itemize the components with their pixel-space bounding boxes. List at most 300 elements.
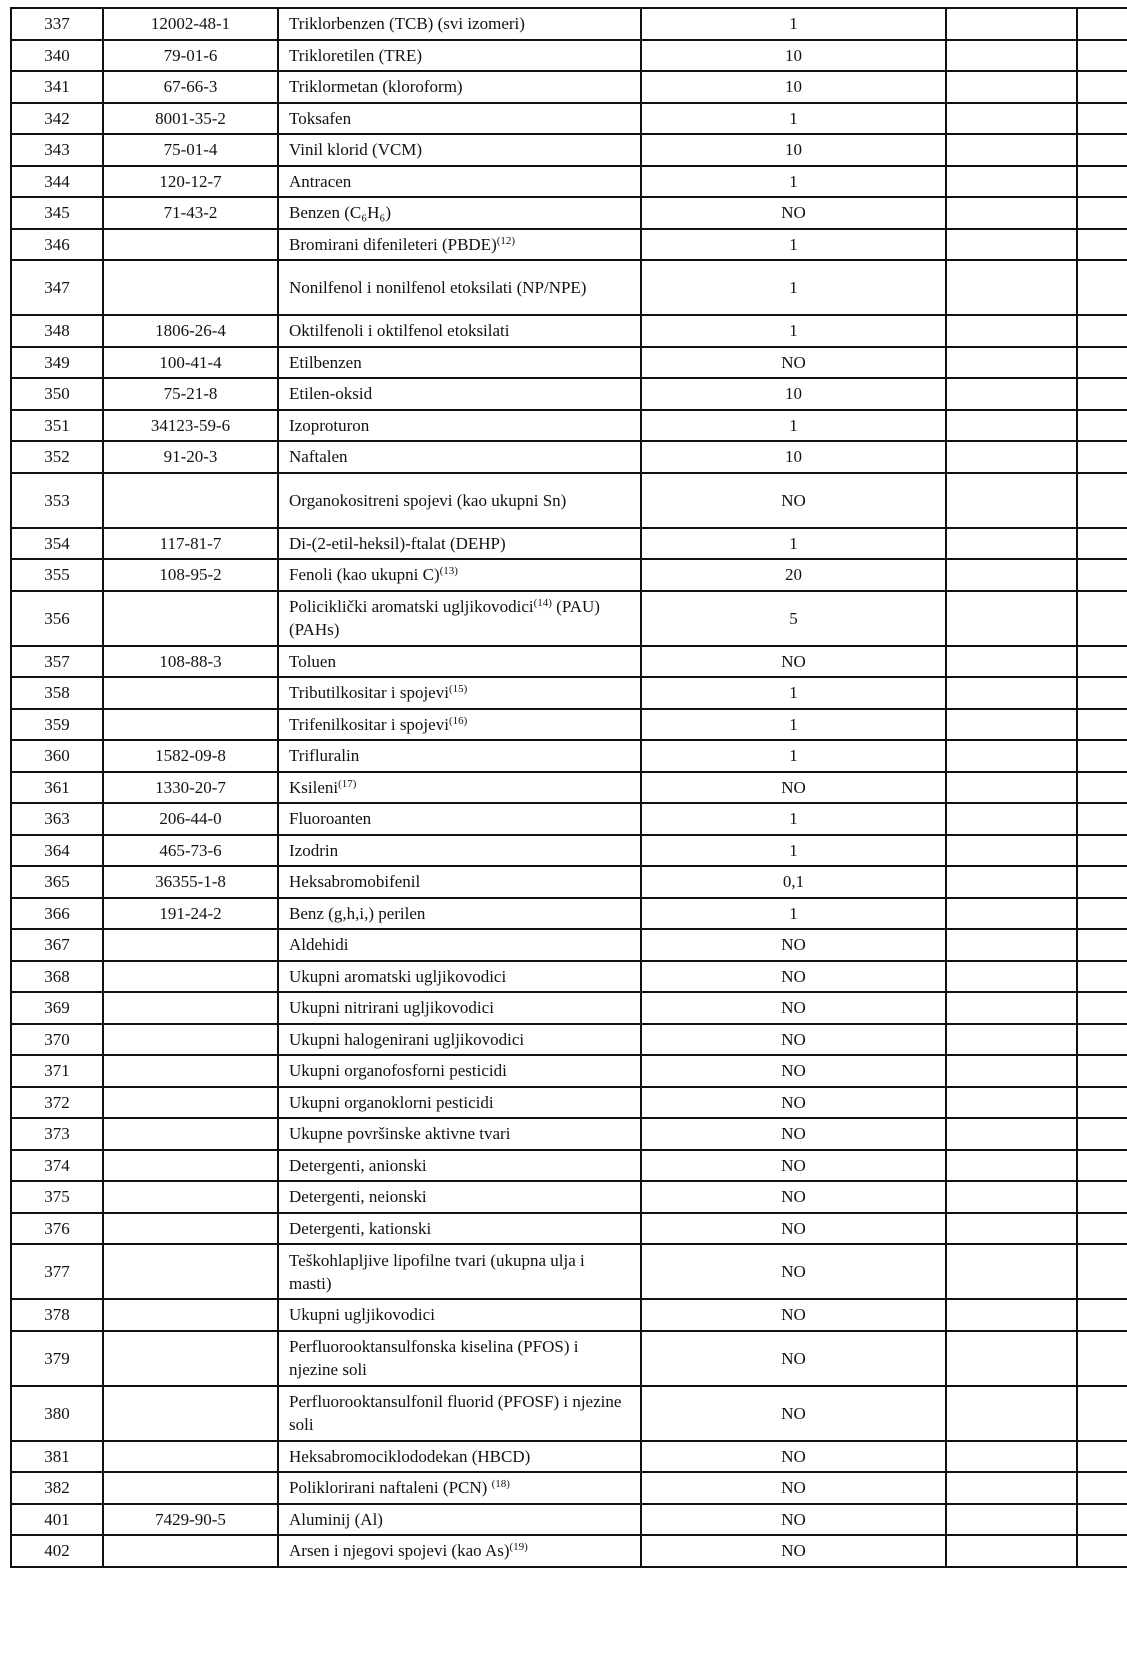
cell-cas-number <box>103 709 278 741</box>
cell-empty <box>1077 866 1127 898</box>
table-row <box>11 260 1127 315</box>
table-row <box>11 772 1127 804</box>
table-row <box>11 835 1127 867</box>
cell-empty <box>946 8 1077 40</box>
cell-empty <box>946 646 1077 678</box>
cell-substance-name <box>278 1024 641 1056</box>
table-row <box>11 378 1127 410</box>
cell-cas-number <box>103 260 278 315</box>
table-row <box>11 898 1127 930</box>
cell-substance-name <box>278 8 641 40</box>
substance-name-text: Arsen i njegovi spojevi (kao As) <box>289 1541 510 1561</box>
substance-name-text: Policiklički aromatski ugljikovodici <box>289 597 534 616</box>
cell-cas-number <box>103 1087 278 1119</box>
cell-empty <box>946 740 1077 772</box>
cell-number: 369 <box>11 992 103 1024</box>
table-row <box>11 197 1127 229</box>
table-row <box>11 40 1127 72</box>
cell-empty <box>1077 1504 1127 1536</box>
cell-substance-name <box>278 961 641 993</box>
cell-cas-number: 117-81-7 <box>103 528 278 560</box>
cell-substance-name <box>278 1150 641 1182</box>
cell-empty <box>1077 1472 1127 1504</box>
cell-threshold-value: NO <box>641 1244 946 1299</box>
substance-name-text: Ukupni halogenirani ugljikovodici <box>289 1029 525 1049</box>
footnote-reference: (12) <box>496 234 516 247</box>
table-row <box>11 410 1127 442</box>
cell-empty <box>946 709 1077 741</box>
cell-empty <box>1077 1055 1127 1087</box>
substance-name-text: Perfluorooktansulfonska kiselina (PFOS) i njezine soli <box>289 1337 579 1379</box>
cell-empty <box>1077 646 1127 678</box>
cell-substance-name <box>278 1055 641 1087</box>
cell-cas-number <box>103 1244 278 1299</box>
cell-threshold-value: 1 <box>641 740 946 772</box>
cell-threshold-value: NO <box>641 473 946 528</box>
cell-empty <box>946 898 1077 930</box>
cell-number: 370 <box>11 1024 103 1056</box>
cell-substance-name <box>278 441 641 473</box>
substance-name-text: Triklormetan (kloroform) <box>289 77 463 97</box>
table-row <box>11 1150 1127 1182</box>
substance-name-text: Fluoroanten <box>289 809 372 829</box>
substance-name-text: Aluminij (Al) <box>289 1509 383 1529</box>
cell-empty <box>946 410 1077 442</box>
cell-substance-name <box>278 229 641 261</box>
cell-substance-name <box>278 1441 641 1473</box>
cell-threshold-value: NO <box>641 772 946 804</box>
table-row <box>11 1472 1127 1504</box>
cell-number: 340 <box>11 40 103 72</box>
substance-name-text: Vinil klorid (VCM) <box>289 140 423 160</box>
substance-name-text: Ukupni organoklorni pesticidi <box>289 1092 494 1112</box>
table-row <box>11 1118 1127 1150</box>
substance-name-text: Aldehidi <box>289 935 349 955</box>
table-row <box>11 1299 1127 1331</box>
cell-substance-name <box>278 1386 641 1441</box>
cell-number: 349 <box>11 347 103 379</box>
cell-substance-name <box>278 803 641 835</box>
cell-empty <box>1077 992 1127 1024</box>
table-row <box>11 315 1127 347</box>
cell-cas-number: 12002-48-1 <box>103 8 278 40</box>
cell-empty <box>946 1055 1077 1087</box>
cell-cas-number <box>103 677 278 709</box>
cell-substance-name <box>278 197 641 229</box>
cell-substance-name <box>278 1118 641 1150</box>
footnote-reference: (19) <box>509 1541 528 1554</box>
cell-cas-number: 206-44-0 <box>103 803 278 835</box>
cell-empty <box>1077 709 1127 741</box>
table-row <box>11 992 1127 1024</box>
substance-name-text: Ksileni <box>289 777 339 797</box>
cell-empty <box>946 315 1077 347</box>
substance-name-text: Benzen (C₆H₆) <box>289 203 392 223</box>
cell-empty <box>946 591 1077 646</box>
cell-cas-number: 108-95-2 <box>103 559 278 591</box>
cell-threshold-value: NO <box>641 1118 946 1150</box>
substance-name-text: Izodrin <box>289 840 339 860</box>
cell-substance-name <box>278 709 641 741</box>
cell-empty <box>946 1024 1077 1056</box>
cell-empty <box>1077 1150 1127 1182</box>
table-row <box>11 1213 1127 1245</box>
cell-number: 376 <box>11 1213 103 1245</box>
cell-empty <box>946 1299 1077 1331</box>
cell-empty <box>1077 1213 1127 1245</box>
cell-threshold-value: 10 <box>641 378 946 410</box>
cell-threshold-value: 0,1 <box>641 866 946 898</box>
substance-name-text: Teškohlapljive lipofilne tvari (ukupna ulja i masti) <box>289 1250 585 1293</box>
cell-threshold-value: NO <box>641 1535 946 1567</box>
cell-substance-name <box>278 1181 641 1213</box>
cell-empty <box>1077 260 1127 315</box>
cell-empty <box>1077 410 1127 442</box>
table-row <box>11 1055 1127 1087</box>
cell-number: 367 <box>11 929 103 961</box>
cell-number: 345 <box>11 197 103 229</box>
substance-name-text: Poliklorirani naftaleni (PCN) <box>289 1478 492 1498</box>
cell-cas-number: 91-20-3 <box>103 441 278 473</box>
cell-number: 368 <box>11 961 103 993</box>
table-row <box>11 677 1127 709</box>
cell-substance-name <box>278 410 641 442</box>
cell-substance-name <box>278 378 641 410</box>
substance-name-text: Ukupni organofosforni pesticidi <box>289 1061 507 1081</box>
cell-number: 352 <box>11 441 103 473</box>
cell-substance-name <box>278 677 641 709</box>
substance-name-text: Trifenilkositar i spojevi <box>289 714 449 734</box>
cell-number: 350 <box>11 378 103 410</box>
table-row <box>11 441 1127 473</box>
cell-empty <box>1077 740 1127 772</box>
cell-substance-name <box>278 40 641 72</box>
cell-empty <box>946 441 1077 473</box>
cell-substance-name <box>278 591 641 646</box>
table-row <box>11 803 1127 835</box>
cell-empty <box>1077 929 1127 961</box>
cell-empty <box>946 1150 1077 1182</box>
cell-threshold-value: NO <box>641 347 946 379</box>
table-row <box>11 166 1127 198</box>
cell-number: 382 <box>11 1472 103 1504</box>
cell-number: 358 <box>11 677 103 709</box>
cell-threshold-value: 1 <box>641 103 946 135</box>
cell-empty <box>1077 1024 1127 1056</box>
table-row <box>11 1331 1127 1386</box>
cell-empty <box>1077 378 1127 410</box>
cell-empty <box>1077 229 1127 261</box>
cell-substance-name <box>278 646 641 678</box>
cell-threshold-value: 5 <box>641 591 946 646</box>
cell-threshold-value: 10 <box>641 40 946 72</box>
cell-number: 378 <box>11 1299 103 1331</box>
cell-substance-name <box>278 1244 641 1299</box>
substance-name-text: Heksabromobifenil <box>289 872 421 892</box>
substance-name-text: Fenoli (kao ukupni C) <box>289 565 440 585</box>
cell-empty <box>1077 103 1127 135</box>
cell-threshold-value: NO <box>641 929 946 961</box>
cell-empty <box>1077 898 1127 930</box>
cell-cas-number: 120-12-7 <box>103 166 278 198</box>
cell-empty <box>1077 1118 1127 1150</box>
substance-name-text: Detergenti, neionski <box>289 1187 427 1207</box>
cell-number: 343 <box>11 134 103 166</box>
substance-name-text: Benz (g,h,i,) perilen <box>289 903 426 923</box>
cell-empty <box>1077 134 1127 166</box>
table-row <box>11 709 1127 741</box>
cell-substance-name <box>278 260 641 315</box>
table-row <box>11 473 1127 528</box>
substance-name-suffix: (PAU) (PAHs) <box>289 597 600 639</box>
cell-substance-name <box>278 315 641 347</box>
cell-number: 363 <box>11 803 103 835</box>
substance-name-text: Trifluralin <box>289 746 360 766</box>
cell-cas-number <box>103 1181 278 1213</box>
substance-name-text: Toluen <box>289 651 336 671</box>
cell-empty <box>1077 1299 1127 1331</box>
cell-substance-name <box>278 866 641 898</box>
cell-threshold-value: 1 <box>641 803 946 835</box>
cell-empty <box>1077 315 1127 347</box>
cell-number: 351 <box>11 410 103 442</box>
cell-empty <box>946 1386 1077 1441</box>
cell-empty <box>946 1181 1077 1213</box>
cell-threshold-value: NO <box>641 1213 946 1245</box>
cell-threshold-value: 20 <box>641 559 946 591</box>
cell-empty <box>1077 1535 1127 1567</box>
substance-name-text: Toksafen <box>289 108 352 128</box>
cell-cas-number: 36355-1-8 <box>103 866 278 898</box>
cell-cas-number <box>103 1441 278 1473</box>
cell-empty <box>1077 772 1127 804</box>
cell-substance-name <box>278 528 641 560</box>
cell-threshold-value: 1 <box>641 166 946 198</box>
cell-substance-name <box>278 929 641 961</box>
cell-threshold-value: NO <box>641 1055 946 1087</box>
cell-empty <box>946 1504 1077 1536</box>
cell-empty <box>946 528 1077 560</box>
cell-cas-number <box>103 992 278 1024</box>
cell-empty <box>1077 961 1127 993</box>
cell-number: 377 <box>11 1244 103 1299</box>
substance-name-text: Oktilfenoli i oktilfenol etoksilati <box>289 321 510 341</box>
cell-cas-number <box>103 1055 278 1087</box>
cell-number: 341 <box>11 71 103 103</box>
substance-name-text: Di-(2-etil-heksil)-ftalat (DEHP) <box>289 533 506 553</box>
cell-threshold-value: NO <box>641 1386 946 1441</box>
cell-cas-number <box>103 591 278 646</box>
cell-threshold-value: 1 <box>641 835 946 867</box>
table-row <box>11 1441 1127 1473</box>
cell-empty <box>1077 1386 1127 1441</box>
cell-number: 371 <box>11 1055 103 1087</box>
pollutant-table <box>10 7 1127 1568</box>
cell-substance-name <box>278 1087 641 1119</box>
cell-empty <box>1077 347 1127 379</box>
cell-substance-name <box>278 347 641 379</box>
cell-empty <box>1077 1244 1127 1299</box>
cell-substance-name <box>278 71 641 103</box>
substance-name-text: Detergenti, anionski <box>289 1155 427 1175</box>
cell-cas-number <box>103 1331 278 1386</box>
table-row <box>11 591 1127 646</box>
footnote-reference: (15) <box>448 683 468 696</box>
table-row <box>11 1386 1127 1441</box>
cell-threshold-value: NO <box>641 197 946 229</box>
cell-empty <box>946 992 1077 1024</box>
cell-cas-number: 100-41-4 <box>103 347 278 379</box>
table-row <box>11 866 1127 898</box>
cell-substance-name <box>278 898 641 930</box>
cell-empty <box>1077 559 1127 591</box>
cell-threshold-value: 1 <box>641 898 946 930</box>
cell-empty <box>1077 1441 1127 1473</box>
cell-number: 375 <box>11 1181 103 1213</box>
substance-name-text: Detergenti, kationski <box>289 1218 432 1238</box>
cell-number: 364 <box>11 835 103 867</box>
cell-cas-number: 465-73-6 <box>103 835 278 867</box>
cell-empty <box>1077 441 1127 473</box>
substance-name-text: Antracen <box>289 171 352 191</box>
table-row <box>11 347 1127 379</box>
cell-number: 361 <box>11 772 103 804</box>
cell-substance-name <box>278 1504 641 1536</box>
table-row <box>11 1024 1127 1056</box>
cell-empty <box>1077 166 1127 198</box>
table-row <box>11 740 1127 772</box>
cell-cas-number: 75-21-8 <box>103 378 278 410</box>
cell-cas-number <box>103 1386 278 1441</box>
substance-name-text: Izoproturon <box>289 415 370 435</box>
table-row <box>11 1181 1127 1213</box>
cell-empty <box>946 772 1077 804</box>
cell-empty <box>946 929 1077 961</box>
cell-threshold-value: NO <box>641 1331 946 1386</box>
cell-empty <box>946 1441 1077 1473</box>
cell-threshold-value: NO <box>641 1024 946 1056</box>
cell-number: 344 <box>11 166 103 198</box>
cell-number: 346 <box>11 229 103 261</box>
cell-empty <box>946 1472 1077 1504</box>
cell-empty <box>1077 8 1127 40</box>
cell-empty <box>946 835 1077 867</box>
cell-cas-number: 1806-26-4 <box>103 315 278 347</box>
table-row <box>11 71 1127 103</box>
cell-empty <box>1077 677 1127 709</box>
cell-substance-name <box>278 835 641 867</box>
cell-number: 380 <box>11 1386 103 1441</box>
cell-substance-name <box>278 1213 641 1245</box>
cell-cas-number <box>103 961 278 993</box>
cell-empty <box>946 166 1077 198</box>
cell-empty <box>946 1535 1077 1567</box>
cell-threshold-value: 1 <box>641 677 946 709</box>
cell-empty <box>946 961 1077 993</box>
footnote-reference: (13) <box>439 565 458 578</box>
cell-threshold-value: 1 <box>641 8 946 40</box>
cell-cas-number <box>103 1118 278 1150</box>
cell-cas-number <box>103 473 278 528</box>
cell-cas-number: 191-24-2 <box>103 898 278 930</box>
cell-threshold-value: 1 <box>641 315 946 347</box>
cell-cas-number: 71-43-2 <box>103 197 278 229</box>
footnote-reference: (18) <box>491 1478 510 1491</box>
cell-empty <box>946 1331 1077 1386</box>
cell-empty <box>1077 1181 1127 1213</box>
cell-empty <box>946 103 1077 135</box>
cell-empty <box>946 71 1077 103</box>
table-row <box>11 1087 1127 1119</box>
cell-empty <box>1077 835 1127 867</box>
cell-empty <box>1077 71 1127 103</box>
cell-cas-number: 34123-59-6 <box>103 410 278 442</box>
cell-number: 373 <box>11 1118 103 1150</box>
footnote-reference: (17) <box>338 777 357 790</box>
cell-number: 402 <box>11 1535 103 1567</box>
cell-empty <box>1077 591 1127 646</box>
cell-substance-name <box>278 992 641 1024</box>
cell-substance-name <box>278 166 641 198</box>
cell-cas-number: 1330-20-7 <box>103 772 278 804</box>
cell-threshold-value: 1 <box>641 410 946 442</box>
cell-cas-number: 1582-09-8 <box>103 740 278 772</box>
cell-empty <box>946 866 1077 898</box>
cell-substance-name <box>278 740 641 772</box>
cell-empty <box>1077 1331 1127 1386</box>
cell-cas-number: 75-01-4 <box>103 134 278 166</box>
table-body <box>11 8 1127 1567</box>
cell-empty <box>946 1244 1077 1299</box>
cell-threshold-value: 1 <box>641 260 946 315</box>
cell-threshold-value: NO <box>641 1504 946 1536</box>
cell-substance-name <box>278 473 641 528</box>
cell-substance-name <box>278 559 641 591</box>
substance-name-text: Organokositreni spojevi (kao ukupni Sn) <box>289 490 567 510</box>
table-row <box>11 1244 1127 1299</box>
cell-cas-number: 8001-35-2 <box>103 103 278 135</box>
table-row <box>11 961 1127 993</box>
cell-number: 359 <box>11 709 103 741</box>
cell-empty <box>946 229 1077 261</box>
substance-name-text: Etilbenzen <box>289 352 362 372</box>
substance-name-text: Tributilkositar i spojevi <box>289 683 449 703</box>
table-row <box>11 528 1127 560</box>
table-row <box>11 1535 1127 1567</box>
cell-number: 355 <box>11 559 103 591</box>
cell-number: 365 <box>11 866 103 898</box>
cell-threshold-value: 10 <box>641 134 946 166</box>
cell-empty <box>946 134 1077 166</box>
substance-name-text: Perfluorooktansulfonil fluorid (PFOSF) i njezine soli <box>289 1392 622 1434</box>
cell-number: 401 <box>11 1504 103 1536</box>
cell-number: 357 <box>11 646 103 678</box>
cell-empty <box>946 1118 1077 1150</box>
cell-substance-name <box>278 134 641 166</box>
cell-threshold-value: NO <box>641 961 946 993</box>
cell-empty <box>946 677 1077 709</box>
cell-empty <box>946 40 1077 72</box>
cell-number: 337 <box>11 8 103 40</box>
substance-name-text: Etilen-oksid <box>289 384 373 404</box>
cell-cas-number <box>103 1535 278 1567</box>
cell-cas-number <box>103 929 278 961</box>
cell-cas-number <box>103 1024 278 1056</box>
cell-empty <box>1077 1087 1127 1119</box>
cell-substance-name <box>278 103 641 135</box>
substance-name-text: Ukupni ugljikovodici <box>289 1305 435 1325</box>
cell-cas-number <box>103 1213 278 1245</box>
